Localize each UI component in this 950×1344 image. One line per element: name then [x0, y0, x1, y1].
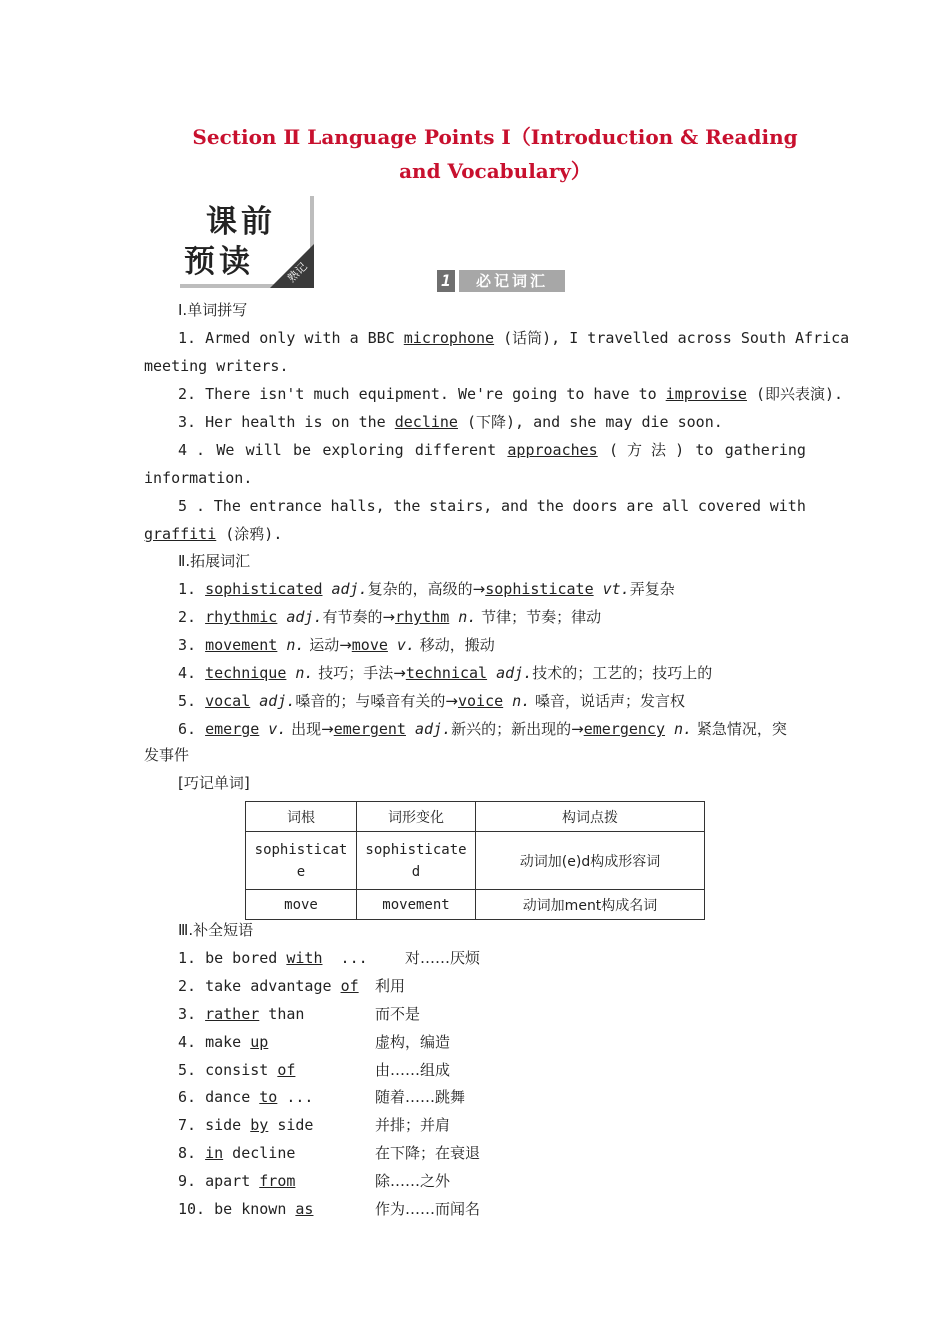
phrase-meaning: 对……厌烦	[405, 949, 481, 967]
phrase-item: 4. make up	[178, 1033, 269, 1051]
table-cell: move	[246, 890, 357, 920]
spelling-item-2: 2. There isn't much equipment. We're going to have to improvise (即兴表演).	[178, 385, 844, 403]
spelling-item-5-cont: graffiti (涂鸦).	[144, 525, 283, 543]
table-header: 词根	[246, 802, 357, 832]
phrase-meaning: 由……组成	[375, 1061, 451, 1079]
phrase-item: 1. be bored with ...	[178, 949, 368, 967]
phrase-meaning: 而不是	[375, 1005, 421, 1023]
section-1-heading: Ⅰ.单词拼写	[178, 301, 248, 319]
preview-badge	[180, 196, 314, 288]
phrase-item: 5. consist of	[178, 1061, 296, 1079]
spelling-item-1: 1. Armed only with a BBC microphone (话筒), I travelled across South Africa	[178, 329, 850, 347]
badge-corner-text: 熟记	[284, 259, 310, 285]
vocab-item: 3. movement n. 运动→move v. 移动，搬动	[178, 636, 495, 654]
answer: improvise	[665, 385, 747, 403]
table-cell: 动词加ment构成名词	[476, 890, 705, 920]
vocab-item: 2. rhythmic adj.有节奏的→rhythm n. 节律；节奏；律动	[178, 608, 602, 626]
table-header-row	[246, 802, 705, 832]
section-2-heading: Ⅱ.拓展词汇	[178, 552, 251, 570]
phrase-meaning: 利用	[375, 977, 406, 995]
vocab-item: 6. emerge v. 出现→emergent adj.新兴的；新出现的→emergency n. 紧急情况，突	[178, 720, 787, 738]
spelling-item-1-cont: meeting writers.	[144, 357, 289, 375]
answer: approaches	[507, 441, 598, 459]
answer: decline	[394, 413, 458, 431]
memory-tip-label: [巧记单词]	[178, 774, 250, 792]
document-title	[0, 120, 950, 188]
phrase-item: 8. in decline	[178, 1144, 296, 1162]
section-3-heading: Ⅲ.补全短语	[178, 921, 254, 939]
spelling-item-4: 4 . We will be exploring different approaches ( 方 法 ) to gathering	[178, 441, 806, 459]
word-formation-table	[245, 801, 705, 920]
spelling-item-3: 3. Her health is on the decline (下降), and she may die soon.	[178, 413, 723, 431]
phrase-item: 7. side by side	[178, 1116, 314, 1134]
phrase-meaning: 在下降；在衰退	[375, 1144, 481, 1162]
table-header: 构词点拨	[476, 802, 705, 832]
phrase-item: 2. take advantage of	[178, 977, 359, 995]
title-line-2: and Vocabulary）	[399, 159, 591, 183]
table-cell: 动词加(e)d构成形容词	[476, 832, 705, 890]
phrase-item: 3. rather than	[178, 1005, 305, 1023]
table-row	[246, 832, 705, 890]
subheading-label: 必记词汇	[459, 270, 565, 292]
phrase-meaning: 除……之外	[375, 1172, 451, 1190]
phrase-meaning: 随着……跳舞	[375, 1088, 466, 1106]
table-header: 词形变化	[357, 802, 476, 832]
section-subheading	[437, 270, 565, 292]
spelling-item-4-cont: information.	[144, 469, 253, 487]
phrase-meaning: 并排；并肩	[375, 1116, 451, 1134]
answer: microphone	[403, 329, 495, 347]
phrase-item: 6. dance to ...	[178, 1088, 314, 1106]
answer: graffiti	[144, 525, 217, 543]
badge-row-2: 预读	[184, 244, 254, 280]
vocab-item-cont: 发事件	[144, 746, 190, 764]
table-cell: sophisticate d	[357, 832, 476, 890]
subheading-number: 1	[437, 270, 455, 292]
vocab-item: 1. sophisticated adj.复杂的，高级的→sophisticate vt.弄复杂	[178, 580, 675, 598]
vocab-item: 5. vocal adj.嗓音的；与嗓音有关的→voice n. 嗓音，说话声；发言权	[178, 692, 686, 710]
phrase-item: 9. apart from	[178, 1172, 296, 1190]
phrase-meaning: 作为……而闻名	[375, 1200, 481, 1218]
table-row	[246, 890, 705, 920]
phrase-item: 10. be known as	[178, 1200, 314, 1218]
spelling-item-5: 5 . The entrance halls, the stairs, and the doors are all covered with	[178, 497, 806, 515]
table-cell: movement	[357, 890, 476, 920]
phrase-meaning: 虚构，编造	[375, 1033, 451, 1051]
vocab-item: 4. technique n. 技巧；手法→technical adj.技术的；工艺的；技巧上的	[178, 664, 713, 682]
badge-row-1: 课前	[206, 204, 276, 240]
table-cell: sophisticat e	[246, 832, 357, 890]
title-line-1: Section Ⅱ Language Points Ⅰ（Introduction & Reading	[192, 125, 798, 149]
